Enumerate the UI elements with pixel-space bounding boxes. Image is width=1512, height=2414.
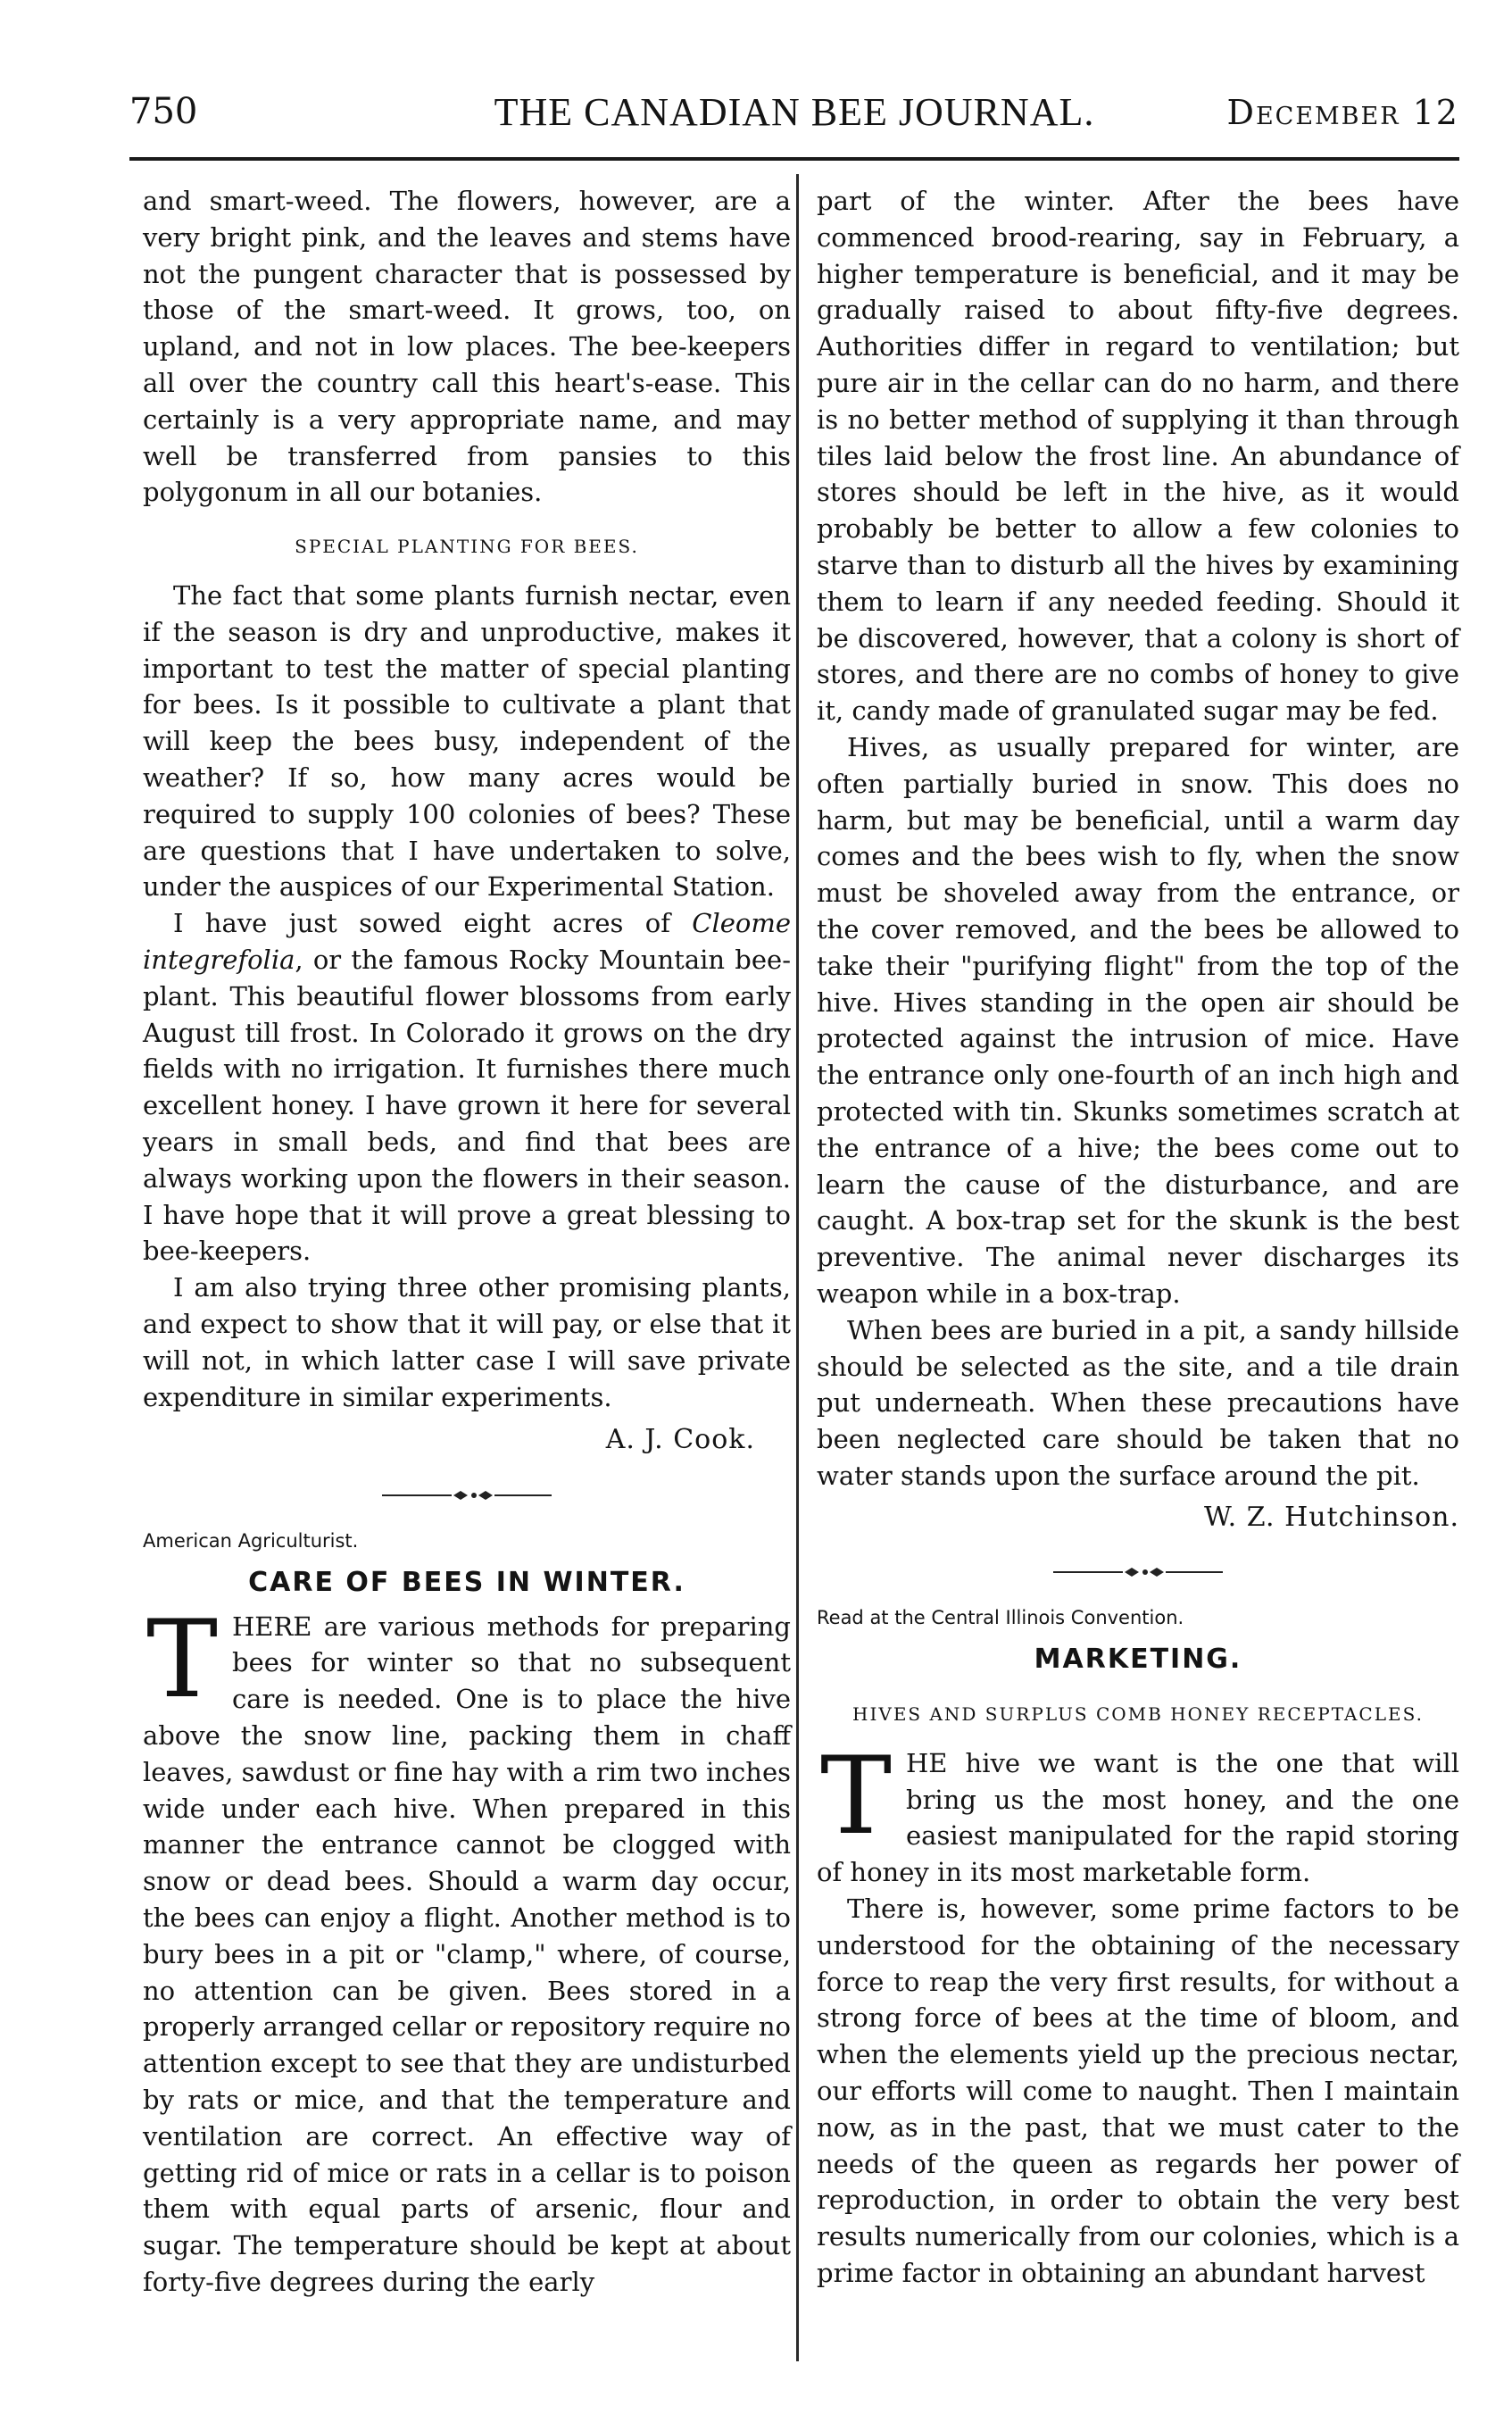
- dropcap-winter: T: [145, 1597, 219, 1722]
- winter-methods-text: HERE are various methods for preparing bees for winter so that no subsequent care is needed. One is to place the hive above the snow line, packing them in chaff leaves, sawdust or fine hay with a rim two inches wide under each hive. When prepared in this manner the entrance cannot be clogged with snow or dead bees. Should a warm day occur, the bees can enjoy a flight. Another method is to bury bees in a pit or "clamp," where, of course, no attention can be given. Bees stored in a properly arranged cellar or repository require no attention except to see that they are undisturbed by rats or mice, and that the temperature and ventilation are correct. An effective way of getting rid of mice or rats in a cellar is to poison them with equal parts of arsenic, flour and sugar. The temperature should be kept at about forty-five degrees during the early: [143, 1611, 791, 2298]
- header-rule: [129, 157, 1459, 161]
- article-heading-marketing: MARKETING.: [1034, 1644, 1242, 1676]
- right-column: [817, 183, 1459, 2292]
- source-convention: Read at the Central Illinois Convention.: [817, 1607, 1184, 1629]
- paragraph-cleome: [143, 905, 791, 1269]
- article-heading-winter: CARE OF BEES IN WINTER.: [248, 1566, 685, 1598]
- subheading-hives-receptacles: HIVES AND SURPLUS COMB HONEY RECEPTACLES.: [852, 1703, 1424, 1726]
- ornamental-divider: [1053, 1564, 1223, 1580]
- paragraph-heartsease: and smart-weed. The flowers, however, are a very bright pink, and the leaves and stems have not the pungent character that is possessed by those of the smart-weed. It grows, too, on upland, and not in low places. The bee-keepers all over the country call this heart's-ease. This certainly is a very appropriate name, and may well be transferred from pansies to this polygonum in all our botanies.: [143, 186, 791, 508]
- paragraph-pit-burial: When bees are buried in a pit, a sandy hillside should be selected as the site, and a tile drain put underneath. When these precautions have been neglected care should be taken that no water stands upon the surface around the pit.: [817, 1314, 1459, 1491]
- subheading-special-planting: SPECIAL PLANTING FOR BEES.: [295, 536, 639, 558]
- paragraph-prime-factors: There is, however, some prime factors to be understood for the obtaining of the necessary force to reap the very first results, for without a strong force of bees at the time of bloom, and when the elements yield up the precious nectar, our efforts will come to naught. Then I maintain now, as in the past, that we must cater to the needs of the queen as regards her power of reproduction, in order to obtain the very best results numerically from our colonies, which is a prime factor in obtaining an abundant harvest: [817, 1894, 1459, 2289]
- paragraph-winter-methods: [143, 1597, 791, 2301]
- paragraph-other-plants: I am also trying three other promising plants, and expect to show that it will pay, or else that it will not, in which latter case I will save private expenditure in similar experiments.: [143, 1272, 791, 1412]
- signature-hutchinson: W. Z. Hutchinson.: [1204, 1501, 1459, 1533]
- paragraph-hives-in-snow: Hives, as usually prepared for winter, are often partially buried in snow. This does no harm, but may be beneficial, until a warm day comes and the bees wish to fly, when the snow must be shoveled away from the entrance, or the cover removed, and the bees be allowed to take their "purifying flight" from the top of the hive. Hives standing in the open air should be protected against the intrusion of mice. Have the entrance only one-fourth of an inch high and protected with tin. Skunks sometimes scratch at the entrance of a hive; the bees come out to learn the cause of the disturbance, and are caught. A box-trap set for the skunk is the best preventive. The animal never discharges its weapon while in a box-trap.: [817, 731, 1459, 1309]
- dropcap-marketing: T: [819, 1734, 893, 1859]
- hive-we-want-text: HE hive we want is the one that will bring us the most honey, and the one easiest manipulated for the rapid storing of honey in its most marketable form.: [817, 1747, 1459, 1888]
- ornamental-divider: [382, 1487, 552, 1503]
- column-divider: [796, 174, 799, 2361]
- issue-date: December 12: [1226, 93, 1459, 132]
- page-header: [129, 82, 1459, 145]
- paragraph-brood-rearing: part of the winter. After the bees have commenced brood-rearing, say in February, a higher temperature is beneficial, and it may be gradually raised to about fifty-five degrees. Authorities differ in regard to ventilation; but pure air in the cellar can do no harm, and there is no better method of supplying it than through tiles laid below the frost line. An abundance of stores should be left in the hive, as it would probably be better to allow a few colonies to starve than to disturb all the hives by examining them to learn if any needed feeding. Should it be discovered, however, that a colony is short of stores, and there are no combs of honey to give it, candy made of granulated sugar may be fed.: [817, 186, 1459, 727]
- journal-title: THE CANADIAN BEE JOURNAL.: [494, 90, 1095, 134]
- source-attribution: American Agriculturist.: [143, 1530, 359, 1552]
- cleome-species-name: Cleome integrefolia: [143, 908, 791, 975]
- left-column: [143, 183, 791, 2301]
- cleome-text-end: , or the famous Rocky Mountain bee-plant. This beautiful flower blossoms from early August till frost. In Colorado it grows on the dry fields with no irrigation. It furnishes there much excellent honey. I have grown it here for several years in small beds, and find that bees are always working upon the flowers in their season. I have hope that it will prove a great blessing to bee-keepers.: [143, 944, 791, 1267]
- cleome-text-start: I have just sowed eight acres of: [173, 908, 693, 939]
- page-number: 750: [129, 91, 198, 132]
- signature-cook: A. J. Cook.: [605, 1424, 755, 1456]
- paragraph-special-planting: The fact that some plants furnish nectar, even if the season is dry and unproductive, makes it important to test the matter of special planting for bees. Is it possible to cultivate a plant that will keep the bees busy, independent of the weather? If so, how many acres would be required to supply 100 colonies of bees? These are questions that I have undertaken to solve, under the auspices of our Experimental Station.: [143, 579, 791, 903]
- paragraph-hive-we-want: [817, 1734, 1459, 1891]
